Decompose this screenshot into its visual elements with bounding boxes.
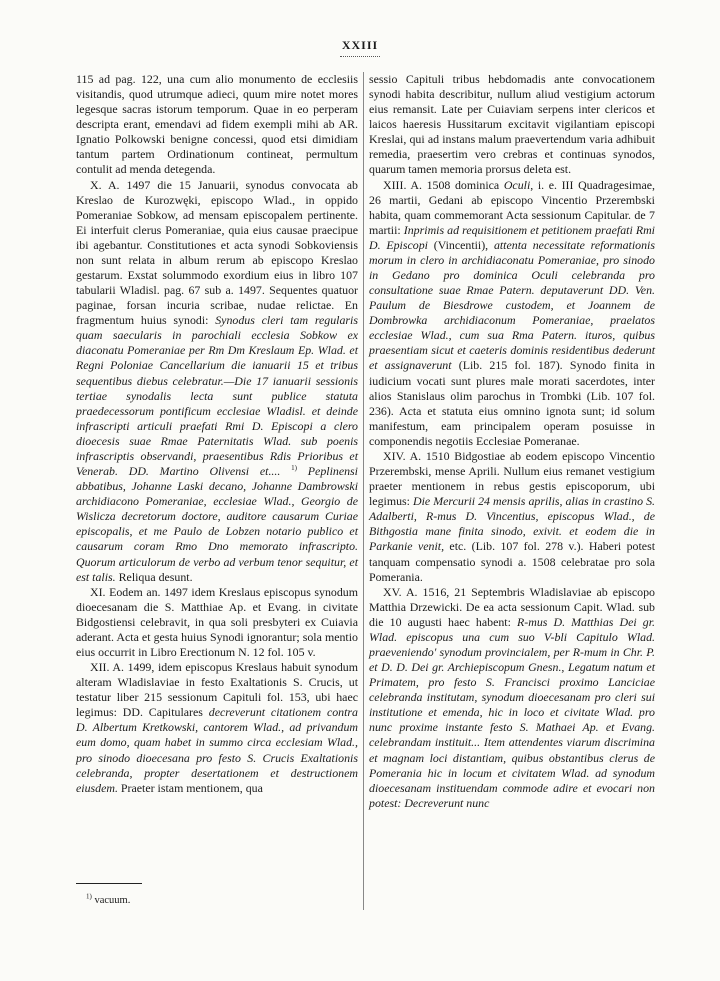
text-run: XI. Eodem an. 1497 idem Kreslaus episcopus synodum dioecesanam die S. Matthiae Ap. et Evang. in civitate Bidgostiensi celebravit, in qua soli presbyteri ex Cuiavia aderant. Acta et gesta huius Synodi ignorantur; sola mentio eius occurrit in Libro Erectionum N. 12 fol. 105 v.: [76, 584, 358, 659]
text-run: XIV. A. 1510 Bidgostiae ab eodem episcopo Vincentio Przerembski, mense Aprili. Nullum eius remanet vestigium praeter mentionem in rebus gestis episcoporum, ubi legimus:: [369, 448, 655, 509]
column-divider: [363, 72, 364, 910]
italic-quote: Die Mercurii 24 mensis aprilis, alias in crastino S. Adalberti, R-mus D. Vincentius, episcopus Wlad., de Bithgostia mane finita sinodo, exivit. et eodem die in Parkanie venit,: [369, 494, 655, 554]
italic-quote: Peplinensi abbatibus, Johanne Laski decano, Johanne Dambrowski archidiacono Pomeraniae, ecclesiae Wlad., Georgio de Wislicza decretorum doctore, auditore causarum Curiae episcopalis, et me Paulo de Lobzen notario publico et causarum coram Rmo Dno memorato infrascripto. Quorum articulorum de verbo ad verbum tenor sequitur, et est talis.: [76, 464, 358, 584]
text-run: etc. (Lib. 107 fol. 278 v.). Haberi potest tanquam compensatio synodi a. 1508 celebratae pro sola Pomerania.: [369, 539, 655, 584]
text-run: (Vincentii),: [427, 237, 494, 252]
header-ornament: [340, 54, 380, 57]
text-run: XII. A. 1499, idem episcopus Kreslaus habuit synodum alteram Wladislaviae in festo Exaltationis S. Crucis, ut testatur liber 215 sessionum Capituli fol. 153, ubi haec legimus: DD. Capitulares: [76, 660, 358, 720]
text-run: sessio Capituli tribus hebdomadis ante convocationem synodi habita describitur, nullum aliud vestigium actorum eius remansit. Late per Cuiaviam serpens inter clericos et laicos haeresis Hussitarum excitavit vigilantiam episcopi Kreslai, qui ad instans malum praevertendum varia adhibuit remedia, praesertim vero crebras et continuas synodos, quarum tamen memoria prorsus deleta est.: [369, 72, 655, 177]
footnote-rule: [76, 883, 142, 884]
text-run: XV. A. 1516, 21 Septembris Wladislaviae ab episcopo Matthia Drzewicki. De ea acta sessionum Capit. Wlad. sub die 10 augusti haec habent:: [369, 584, 655, 629]
right-column: [369, 72, 655, 811]
italic-quote: attenta necessitate reformationis morum in clero in archidiaconatu Pomeraniae, pro sinodo in Gedano pro dominica Oculi celebranda pro consultatione suae Rmae Patern. deputaverunt DD. Ven. Paulum de Biesdrowe custodem, et Joannem de Dombrowka archidiaconum Pomeraniae, praelatos ecclesiae Wlad., cum sua Rma Patern. ituros, quibus praesentiam sicut et caeteris dominis residentibus dederunt et assignaverunt: [369, 237, 655, 373]
footnote: [86, 894, 130, 907]
paragraph-synod-xii: [76, 660, 358, 796]
text-run: 115 ad pag. 122, una cum alio monumento de ecclesiis visitandis, quod utrumque adieci, quum mire notet mores legesque sacras istorum temporum. Quae in eo perperam descripta erant, emendavi ad fidem exempli mihi ab AR. Ignatio Polkowski benigne concessi, quod etsi dimidiam tantum partem Ordinationum contineat, permultum contulit ad menda detegenda.: [76, 72, 358, 177]
footnote-reference: 1): [291, 464, 297, 473]
italic-quote: R-mus D. Matthias Dei gr. Wlad. episcopus una cum suo V-bli Capitulo Wlad. praeveniendo' synodum provincialem, per R-mum in Chr. P. et D. D. Dei gr. Archiepiscopum Gnesn., Legatum natum et Primatem, pro festo S. Francisci proximo Lanciciae celebranda institutam, synodum dioecesanam pro cleri sui institutione et emenda, hic in loco et civitate Wlad. pro nunc proxime instante festo S. Mathaei Ap. et Evang. celebrandam instituit... Item attendentes viarum discrimina et magnam loci distantiam, quibus obstantibus clerus de Pomerania hic in locum et civitatem Wlad. ad synodum dioecesanam instituendam commode adire et evocari non potest: Decreverunt nunc: [369, 614, 656, 810]
paragraph-intro: [76, 72, 358, 178]
text-run: Reliqua desunt.: [115, 569, 193, 584]
text-run: XIII. A. 1508 dominica: [383, 177, 504, 192]
italic-term: Oculi: [503, 177, 531, 192]
paragraph-synod-xiii: [369, 178, 655, 449]
text-run: (Lib. 215 fol. 187). Synodo finita in iudicium vocati sunt plures male morati sacerdotes, inter alios Stanislaus olim parochus in Trombki (Lib. 107 fol. 236). Acta et statuta eius omnino ignota sunt; id solum manifestum, eam principalem operam posuisse in componendis negotiis Ecclesiae Pomeranae.: [369, 358, 655, 448]
paragraph-synod-xiv: [369, 449, 655, 585]
text-run: , i. e. III Quadragesimae, 26 martii, Gedani ab episcopo Vincentio Przerembski habita, quam commemorant Acta sessionum Capitular. de 7 martii:: [369, 177, 655, 237]
text-run: X. A. 1497 die 15 Januarii, synodus convocata ab Kreslao de Kurozwęki, episcopo Wlad., in oppido Pomeraniae Sobkow, ad mensam episcopalem pertinente. Ei interfuit clerus Pomeraniae, quia eius causae praecipue ibi agebantur. Constitutiones et acta synodi Sobkoviensis non sunt relata in album rerum ab episcopo Kreslao gestarum. Exstat solummodo exordium eius in libro 107 tabularii Wladisl. pag. 67 sub a. 1497. Sequentes quatuor paginae, forsan incuria scribae, nudae relictae. En fragmentum huius synodi:: [76, 177, 358, 328]
footnote-text: vacuum.: [91, 895, 131, 906]
paragraph-continuation: [369, 72, 655, 178]
footnote-mark: 1): [86, 892, 92, 901]
italic-quote: Inprimis ad requisitionem et petitionem praefati Rmi D. Episcopi: [369, 222, 655, 252]
paragraph-synod-x: [76, 178, 358, 585]
italic-quote: decreverunt citationem contra D. Albertum Kretkowski, cantorem Wlad., ad privandum eum domo, quam habet in summo circa ecclesiam Wlad., pro sinodo dioecesana pro festo S. Crucis Exaltationis celebranda, propter desertationem et destructionem eiusdem.: [76, 705, 358, 795]
text-run: Praeter istam mentionem, qua: [117, 780, 263, 795]
page-number: XXIII: [341, 38, 379, 52]
page-header: [0, 34, 720, 57]
paragraph-synod-xi: [76, 585, 358, 660]
paragraph-synod-xv: [369, 585, 655, 811]
italic-quote: Synodus cleri tam regularis quam saecularis in parochiali ecclesia Sobkow ex diaconatu Pomeraniae per Rm Dm Kreslaum Ep. Wlad. et Regni Poloniae Cancellarium die ianuarii 15 et tribus sequentibus diebus celebratur.—Die 17 ianuarii sessionis tertiae synodalis lecta sunt publice statuta praedecessorum pontificum ecclesiae Wladisl. et deinde infrascripti articuli praefati Rmi D. Episcopi a clero dioecesis suae Rmae Paternitatis Wlad. sub poenis infrascriptis observandi, praesentibus Rdis Prioribus et Venerab. DD. Martino Olivensi et....: [76, 313, 358, 479]
left-column: [76, 72, 358, 796]
